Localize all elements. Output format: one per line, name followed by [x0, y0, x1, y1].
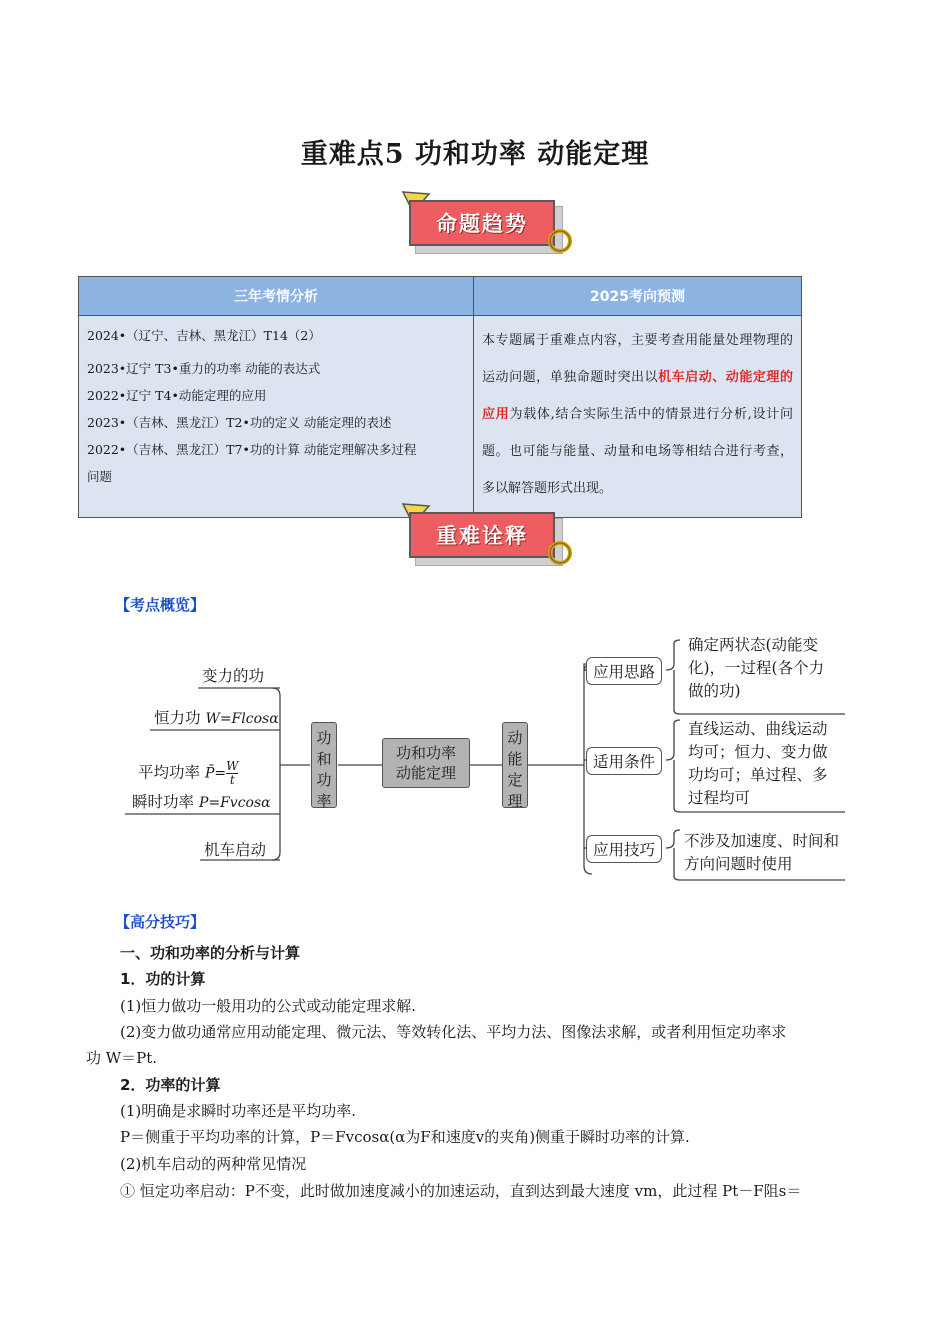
heading-1: 一、功和功率的分析与计算 — [120, 944, 301, 962]
paragraph: 功 W＝Pt. — [86, 1049, 158, 1067]
inst-power-label: 瞬时功率 P=Fvcosα — [132, 793, 271, 811]
analysis-line: 2023•（吉林、黑龙江）T2•功的定义 动能定理的表述 — [87, 415, 392, 430]
approach-detail: 确定两状态(动能变 化)，一过程(各个力 做的功) — [688, 636, 825, 700]
paragraph: (1)恒力做功一般用功的公式或动能定理求解. — [120, 997, 417, 1015]
analysis-line: 2022•辽宁 T4•动能定理的应用 — [87, 388, 267, 403]
analysis-line: 2022•（吉林、黑龙江）T7•功的计算 动能定理解决多过程 — [87, 442, 417, 457]
trend-table — [78, 276, 802, 518]
table-header-analysis: 三年考情分析 — [79, 277, 474, 316]
analysis-cell — [79, 316, 474, 518]
paragraph: ① 恒定功率启动：P不变，此时做加速度减小的加速运动，直到达到最大速度 vm，此过程 Pt－F阻s＝ — [120, 1182, 802, 1200]
page-title: 重难点5 功和功率 动能定理 — [300, 139, 650, 170]
forecast-cell — [474, 316, 802, 518]
forecast-text: 本专题属于重难点内容，主要考查用能量处理物理的运动问题，单独命题时突出以 — [482, 333, 793, 385]
tips-label: 【高分技巧】 — [115, 913, 206, 931]
analysis-line: 问题 — [87, 469, 113, 484]
const-work-label: 恒力功 W=Flcosα — [154, 709, 279, 727]
avg-power-label: 平均功率 P̄= $\frac{W}{t}$ — [138, 759, 239, 787]
paragraph: P＝侧重于平均功率的计算，P＝Fvcosα(α为F和速度v的夹角)侧重于瞬时功率的计算. — [120, 1128, 690, 1146]
mind-map — [110, 630, 850, 890]
heading-1-2: 2．功率的计算 — [120, 1076, 221, 1094]
conditions-detail: 直线运动、曲线运动 均可；恒力、变力做 功均可；单过程、多 过程均可 — [688, 720, 828, 807]
paragraph: (2)变力做功通常应用动能定理、微元法、等效转化法、平均力法、图像法求解，或者利用恒定功率求 — [120, 1023, 787, 1041]
skills-detail: 不涉及加速度、时间和 方向问题时使用 — [684, 832, 840, 873]
work-power-node: 功和功率 — [311, 722, 337, 808]
forecast-highlight: 机车启动、动能定理的应用 — [482, 370, 793, 422]
analysis-line: 2023•辽宁 T3•重力的功率 动能的表达式 — [87, 361, 321, 376]
applicable-conditions-node: 适用条件 — [586, 747, 662, 775]
forecast-text-end: 为载体,结合实际生活中的情景进行分析,设计问题。也可能与能量、动量和电场等相结合进行考查，多以解答题形式出现。 — [482, 407, 793, 496]
application-skills-node: 应用技巧 — [586, 835, 662, 863]
paragraph: (1)明确是求瞬时功率还是平均功率. — [120, 1102, 357, 1120]
trend-banner: 命题趋势 — [405, 196, 575, 260]
explanation-banner: 重难诠释 — [405, 508, 575, 572]
variable-work-label: 变力的功 — [202, 667, 265, 685]
overview-label: 【考点概览】 — [115, 596, 206, 614]
ring-icon — [545, 226, 575, 256]
center-node: 功和功率 动能定理 — [382, 738, 470, 788]
heading-1-1: 1．功的计算 — [120, 970, 206, 988]
table-header-forecast: 2025考向预测 — [474, 277, 802, 316]
application-approach-node: 应用思路 — [586, 657, 662, 685]
paragraph: (2)机车启动的两种常见情况 — [120, 1155, 307, 1173]
analysis-line: 2024•（辽宁、吉林、黑龙江）T14（2） — [87, 328, 321, 343]
vehicle-start-label: 机车启动 — [204, 841, 267, 859]
ring-icon — [545, 538, 575, 568]
kinetic-theorem-node: 动能定理 — [502, 722, 528, 808]
